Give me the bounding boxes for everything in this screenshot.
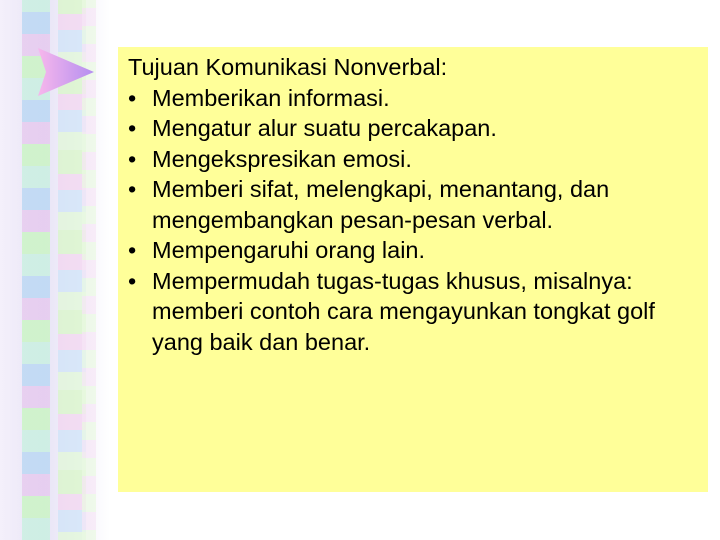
bullet-icon: • [128,145,137,172]
list-item-text: Mempengaruhi orang lain. [152,237,426,263]
list-item [128,113,703,144]
play-arrow-icon [36,46,96,98]
bullet-icon: • [128,237,137,263]
list-item-text: Memberi sifat, melengkapi, menantang, dan mengembangkan pesan-pesan verbal. [152,176,610,233]
slide-content [128,52,703,357]
bullet-icon: • [128,176,137,202]
list-item-text: Mempermudah tugas-tugas khusus, misalnya: memberi contoh cara mengayunkan tongkat golf yang baik dan benar. [152,267,655,355]
list-item [128,144,703,175]
slide-heading: Tujuan Komunikasi Nonverbal: [128,54,448,80]
list-item [128,83,703,114]
list-item-text: Mengatur alur suatu percakapan. [152,115,497,141]
list-item-text: Mengekspresikan emosi. [152,145,412,172]
list-item [128,266,703,358]
list-item [128,174,703,235]
list-item-text: Memberikan informasi. [152,84,390,111]
bullet-icon: • [128,115,137,141]
list-item [128,235,703,266]
bullet-icon: • [128,84,137,111]
bullet-icon: • [128,267,137,294]
bullet-list [128,83,703,358]
